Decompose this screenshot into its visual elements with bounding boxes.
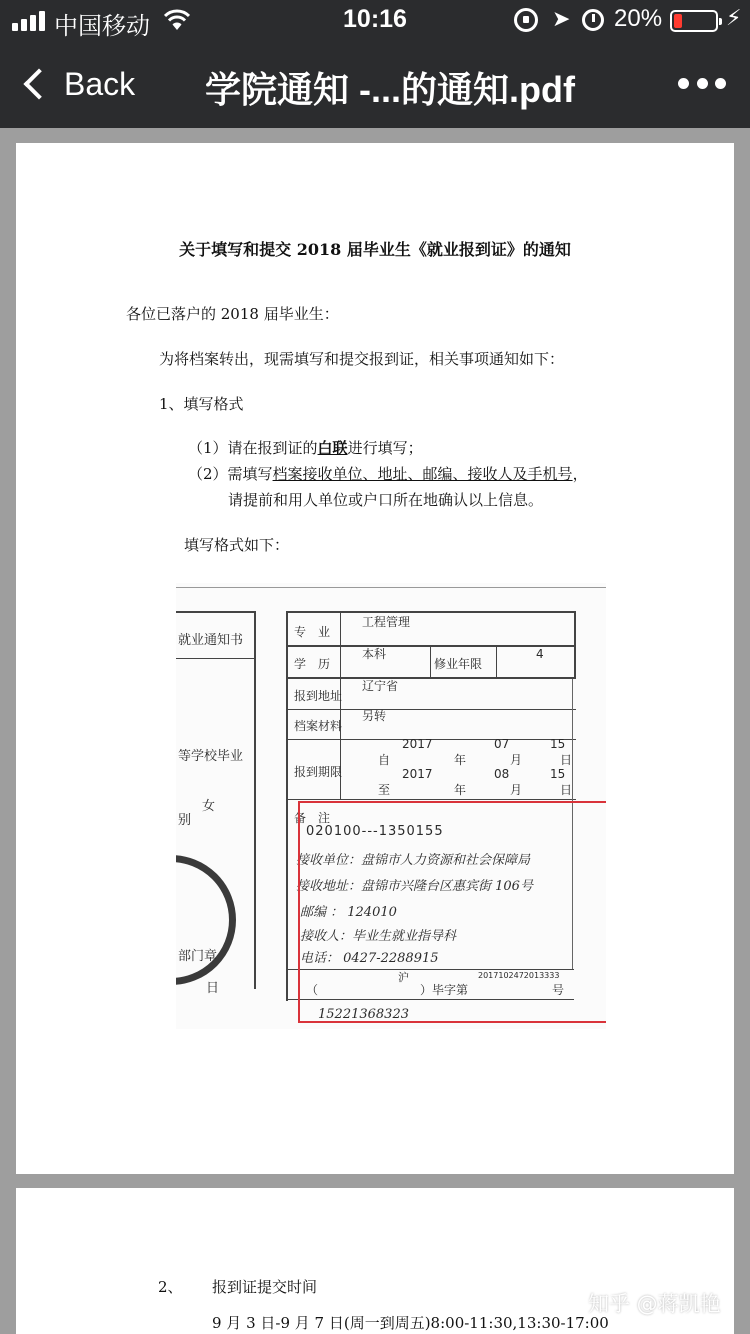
left-school-label: 等学校毕业: [178, 749, 244, 764]
handwritten-phone: 电话： 0427-2288915: [300, 951, 439, 966]
greeting: 各位已落户的 2018 届毕业生：: [126, 305, 339, 323]
from-ri: 日: [560, 753, 573, 767]
scanned-form-image: [176, 583, 606, 1029]
carrier-name: 中国移动: [54, 13, 150, 40]
period-to: 至: [378, 783, 391, 797]
status-bar: [0, 0, 750, 40]
handwritten-mobile: 15221368323: [318, 1007, 409, 1022]
archive-label: 档案材料: [294, 719, 343, 733]
handwritten-postcode: 邮编 ： 124010: [300, 905, 397, 920]
battery-level: [674, 14, 682, 28]
section-1-heading: 1、填写格式: [159, 395, 244, 413]
left-bie-label: 别: [178, 813, 192, 828]
bizi-label: ）毕字第: [420, 983, 469, 997]
archive-value: 另转: [362, 709, 387, 723]
document-title: 关于填写和提交 2018 届毕业生《就业报到证》的通知: [179, 240, 571, 259]
charging-icon: ⚡: [726, 5, 742, 30]
hu-label: 沪: [398, 971, 409, 984]
section-2-heading: 报到证提交时间: [212, 1278, 318, 1296]
degree-value: 本科: [362, 647, 387, 661]
handwritten-receiver: 接收人：毕业生就业指导科: [300, 929, 457, 944]
remark-label: 备 注: [294, 811, 331, 825]
left-gender-value: 女: [202, 799, 216, 814]
period-from: 自: [378, 753, 391, 767]
rotation-lock-icon: [514, 8, 538, 32]
section-2-number: 2、: [158, 1278, 183, 1296]
left-day-label: 日: [206, 981, 220, 996]
serial-number: 2017102472013333: [478, 971, 560, 980]
to-year: 2017: [402, 767, 433, 781]
left-notice-label: 就业通知书: [178, 633, 244, 648]
to-yue: 月: [510, 783, 523, 797]
back-label: Back: [64, 65, 136, 102]
navigation-bar: [0, 40, 750, 128]
handwritten-receiving-unit: 接收单位：盘锦市人力资源和社会保障局: [296, 853, 531, 868]
remark-code: 020100---1350155: [306, 824, 444, 839]
location-icon: ➤: [552, 6, 571, 31]
major-value: 工程管理: [362, 615, 411, 629]
page-title: 学院通知 -...的通知.pdf: [205, 69, 575, 110]
alarm-icon: [582, 9, 604, 31]
battery-percent: 20%: [614, 5, 663, 32]
years-value: 4: [536, 647, 544, 661]
from-day: 15: [550, 737, 566, 751]
major-label: 专 业: [294, 625, 331, 639]
format-label: 填写格式如下：: [184, 536, 290, 554]
left-dept-label: 部门章: [178, 949, 218, 964]
pdf-page-1[interactable]: [16, 143, 734, 1174]
hao-label: 号: [552, 983, 565, 997]
from-yue: 月: [510, 753, 523, 767]
period-label: 报到期限: [294, 765, 343, 779]
bizi-open: （: [306, 983, 319, 997]
from-year: 2017: [402, 737, 433, 751]
more-options-button[interactable]: [678, 78, 726, 90]
item-2-line-2: 请提前和用人单位或户口所在地确认以上信息。: [228, 491, 544, 509]
to-day: 15: [550, 767, 566, 781]
battery-icon: [670, 10, 718, 32]
item-1: （1）请在报到证的白联进行填写；: [188, 439, 423, 457]
to-month: 08: [494, 767, 510, 781]
from-month: 07: [494, 737, 510, 751]
to-nian: 年: [454, 783, 467, 797]
address-label: 报到地址: [294, 689, 343, 703]
item-2: （2）需填写档案接收单位、地址、邮编、接收人及手机号，: [188, 465, 588, 483]
chevron-left-icon: [23, 68, 54, 99]
highlight-red-box: [298, 801, 606, 1023]
intro-paragraph: 为将档案转出，现需填写和提交报到证，相关事项通知如下：: [159, 350, 565, 368]
top-bar: [0, 0, 750, 128]
years-label: 修业年限: [434, 657, 483, 671]
handwritten-receiving-address: 接收地址：盘锦市兴隆台区惠宾街 106号: [296, 879, 533, 894]
clock: 10:16: [343, 5, 407, 33]
official-seal-stamp: [176, 855, 236, 985]
from-nian: 年: [454, 753, 467, 767]
back-button[interactable]: [18, 62, 135, 106]
to-ri: 日: [560, 783, 573, 797]
degree-label: 学 历: [294, 657, 331, 671]
zhihu-watermark: 知乎 @蒋凯艳: [588, 1292, 721, 1316]
more-dots-icon: [678, 78, 689, 89]
address-value: 辽宁省: [362, 679, 399, 693]
submission-time: 9 月 3 日-9 月 7 日(周一到周五)8:00-11:30,13:30-17:00: [212, 1314, 609, 1332]
